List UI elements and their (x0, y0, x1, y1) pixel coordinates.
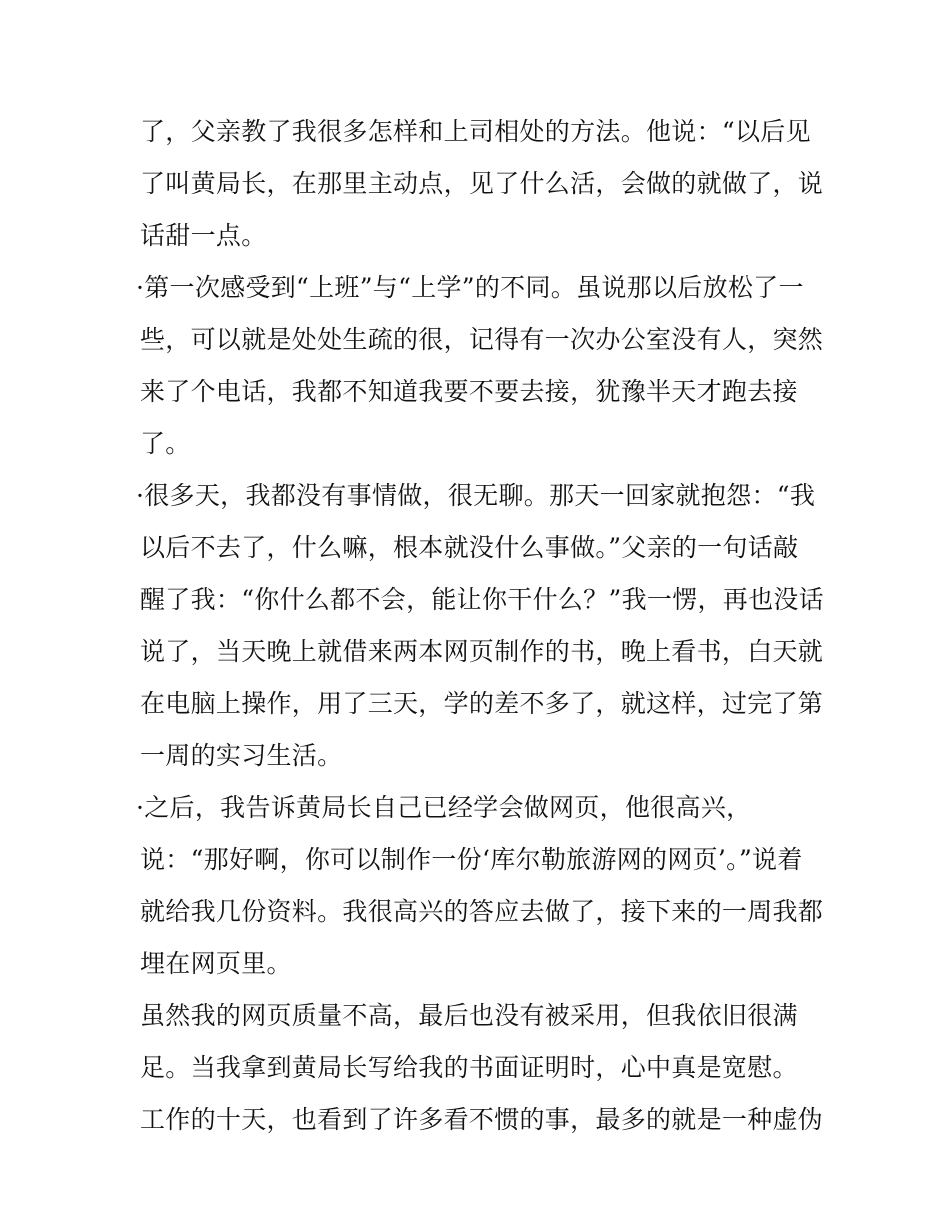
text-line: 足。当我拿到黄局长写给我的书面证明时，心中真是宽慰。 (140, 1053, 798, 1082)
text-line: 虽然我的网页质量不高，最后也没有被采用，但我依旧很满 (140, 1001, 798, 1030)
text-line: ·很多天，我都没有事情做，很无聊。那天一回家就抱怨：“我 (136, 481, 816, 510)
text-line: 以后不去了，什么嘛，根本就没什么事做。”父亲的一句话敲 (140, 533, 799, 562)
text-line: 了。 (140, 429, 191, 458)
text-line: 醒了我：“你什么都不会，能让你干什么？”我一愣，再也没话 (140, 585, 824, 614)
text-line: 埋在网页里。 (140, 949, 292, 978)
text-line: 说了，当天晚上就借来两本网页制作的书，晚上看书，白天就 (140, 637, 824, 666)
text-line: 就给我几份资料。我很高兴的答应去做了，接下来的一周我都 (140, 897, 824, 926)
text-line: 工作的十天，也看到了许多看不惯的事，最多的就是一种虚伪 (140, 1105, 824, 1134)
text-line: ·之后，我告诉黄局长自己已经学会做网页，他很高兴， (136, 793, 752, 822)
body-text (136, 106, 824, 1146)
text-line: 话甜一点。 (140, 221, 267, 250)
text-line: 些，可以就是处处生疏的很，记得有一次办公室没有人，突然 (140, 325, 824, 354)
text-line: 说：“那好啊，你可以制作一份‘库尔勒旅游网的网页’。”说着 (140, 845, 803, 874)
text-line: 了叫黄局长，在那里主动点，见了什么活，会做的就做了，说 (140, 169, 824, 198)
text-line: 在电脑上操作，用了三天，学的差不多了，就这样，过完了第 (140, 689, 824, 718)
text-line: 一周的实习生活。 (140, 741, 343, 770)
text-line: ·第一次感受到“上班”与“上学”的不同。虽说那以后放松了一 (136, 273, 804, 302)
text-line: 来了个电话，我都不知道我要不要去接，犹豫半天才跑去接 (140, 377, 798, 406)
text-line: 了，父亲教了我很多怎样和上司相处的方法。他说：“以后见 (140, 117, 811, 146)
